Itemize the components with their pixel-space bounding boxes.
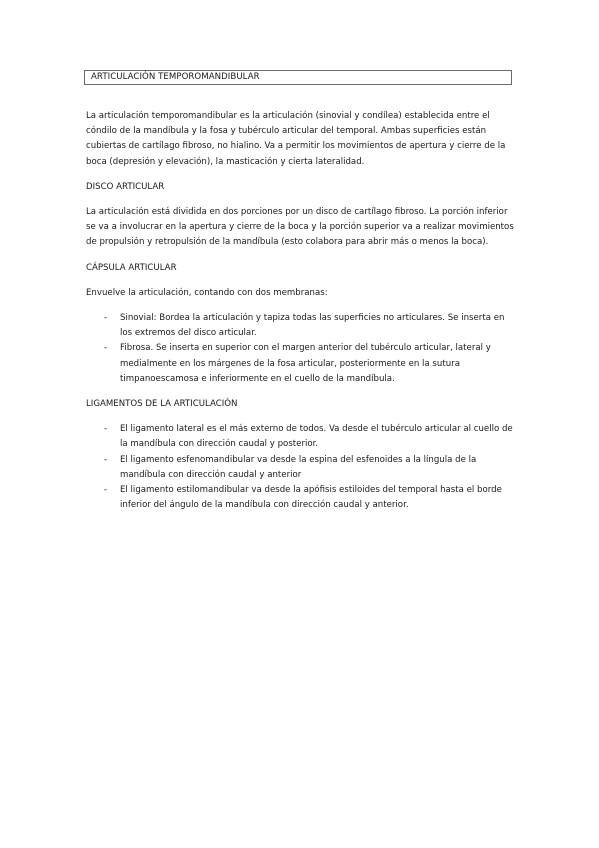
capsula-intro: Envuelve la articulación, contando con dos membranas: — [86, 287, 328, 298]
dash-bullet-icon: - — [104, 424, 108, 435]
heading-capsula-articular: CÁPSULA ARTICULAR — [86, 262, 177, 273]
list-item — [86, 341, 518, 387]
disco-articular-paragraph: La articulación está dividida en dos porciones por un disco de cartílago fibroso. La porción inferior se va a involucrar en la apertura y cierre de la boca y la porción superior va a realizar movimientos de propulsión y retropulsión de la mandíbula (esto colabora para abrir más o menos la boca). — [86, 207, 514, 248]
list-item — [86, 483, 518, 513]
list-item — [86, 453, 518, 483]
dash-bullet-icon: - — [104, 343, 108, 354]
list-item — [86, 311, 518, 341]
list-item-text: El ligamento estilomandibular va desde la apófisis estiloides del temporal hasta el borde inferior del ángulo de la mandíbula con dirección caudal y anterior. — [120, 485, 502, 511]
list-item-text: Fibrosa. Se inserta en superior con el margen anterior del tubérculo articular, lateral y medialmente en los márgenes de la fosa articular, posteriormente en la sutura timpanoescamosa e inferiormente en el cuello de la mandíbula. — [120, 343, 491, 384]
capsula-membranes-list — [86, 311, 518, 387]
list-item-text: Sinovial: Bordea la articulación y tapiza todas las superficies no articulares. Se inserta en los extremos del disco articular. — [120, 313, 505, 339]
document-title: ARTICULACIÓN TEMPOROMANDIBULAR — [84, 70, 512, 85]
heading-disco-articular: DISCO ARTICULAR — [86, 181, 165, 192]
heading-ligamentos: LIGAMENTOS DE LA ARTICULACIÓN — [86, 399, 238, 410]
ligamentos-list — [86, 422, 518, 513]
list-item-text: El ligamento esfenomandibular va desde la espina del esfenoides a la língula de la mandíbula con dirección caudal y anterior — [120, 454, 477, 480]
dash-bullet-icon: - — [104, 485, 108, 496]
list-item-text: El ligamento lateral es el más externo de todos. Va desde el tubérculo articular al cuello de la mandíbula con dirección caudal y posterior. — [120, 424, 513, 450]
document-body — [86, 109, 518, 523]
intro-paragraph: La articulación temporomandibular es la articulación (sinovial y condílea) establecida entre el cóndilo de la mandíbula y la fosa y tubérculo articular del temporal. Ambas superficies están cubiertas de cartílago fibroso, no hialino. Va a permitir los movimientos de apertura y cierre de la boca (depresión y elevación), la masticación y cierta lateralidad. — [86, 111, 506, 167]
dash-bullet-icon: - — [104, 454, 108, 465]
list-item — [86, 422, 518, 452]
dash-bullet-icon: - — [104, 313, 108, 324]
